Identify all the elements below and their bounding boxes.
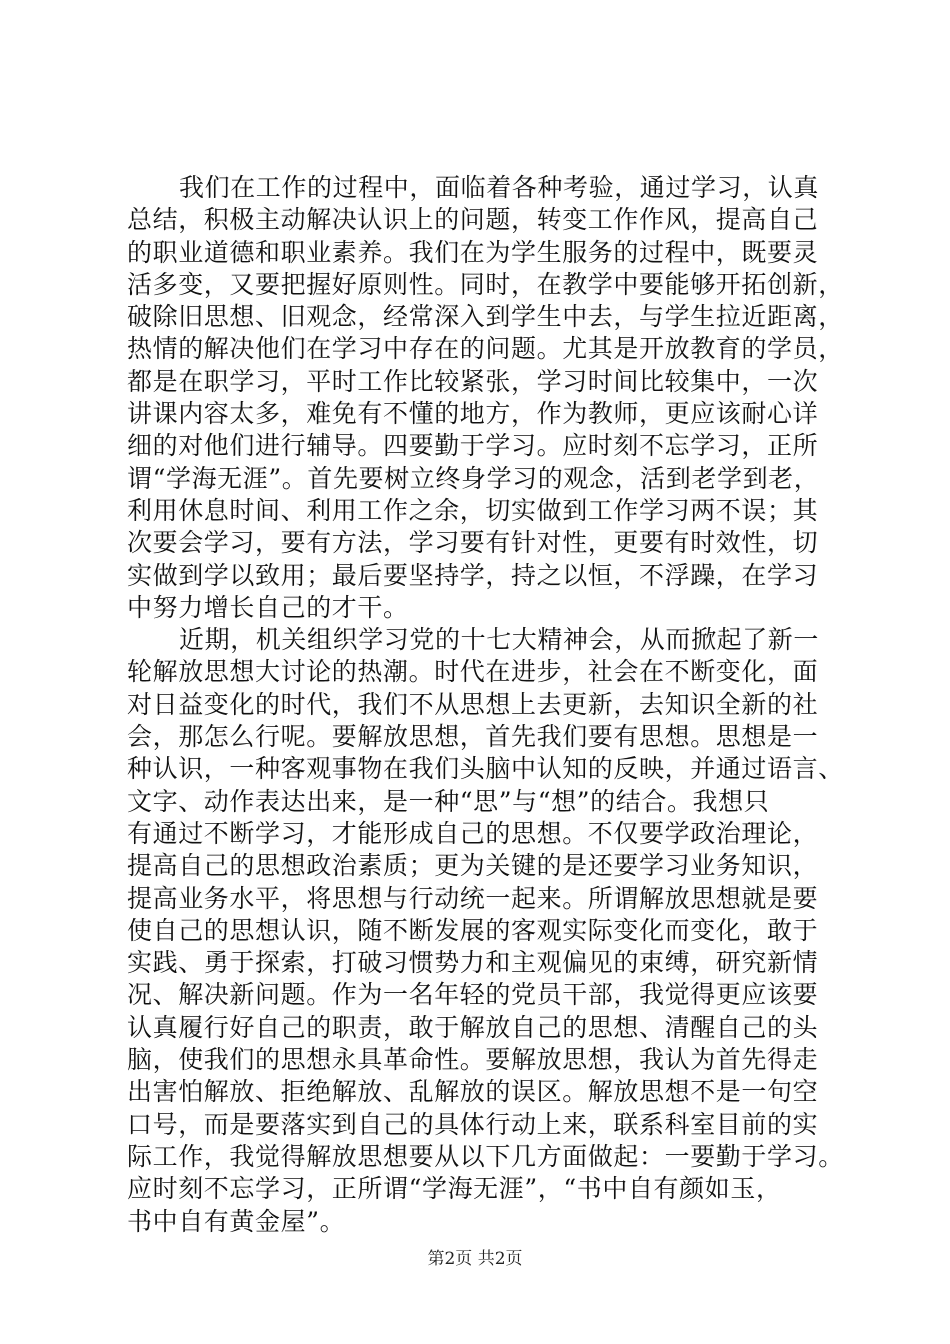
text-line: 况、解决新问题。作为一名年轻的党员干部，我觉得更应该要 <box>127 980 819 1010</box>
text-line: 际工作，我觉得解放思想要从以下几方面做起：一要勤于学习。 <box>127 1141 844 1171</box>
text-line: 细的对他们进行辅导。四要勤于学习。应时刻不忘学习，正所 <box>127 431 819 461</box>
paragraph-1 <box>127 172 844 624</box>
text-line: 出害怕解放、拒绝解放、乱解放的误区。解放思想不是一句空 <box>127 1077 819 1107</box>
text-line: 脑，使我们的思想永具革命性。要解放思想，我认为首先得走 <box>127 1045 819 1075</box>
text-line: 提高自己的思想政治素质；更为关键的是还要学习业务知识， <box>127 851 819 881</box>
text-line: 会，那怎么行呢。要解放思想，首先我们要有思想。思想是一 <box>127 722 819 752</box>
text-line: 实做到学以致用；最后要坚持学，持之以恒，不浮躁，在学习 <box>127 560 819 590</box>
text-line: 有通过不断学习，才能形成自己的思想。不仅要学政治理论， <box>127 818 819 848</box>
text-line: 对日益变化的时代，我们不从思想上去更新，去知识全新的社 <box>127 689 819 719</box>
text-line: 应时刻不忘学习，正所谓“学海无涯”，“书中自有颜如玉， <box>127 1174 782 1204</box>
text-line: 利用休息时间、利用工作之余，切实做到工作学习两不误；其 <box>127 495 819 525</box>
text-line: 我们在工作的过程中，面临着各种考验，通过学习，认真 <box>179 173 820 202</box>
text-line: 提高业务水平，将思想与行动统一起来。所谓解放思想就是要 <box>127 883 819 913</box>
text-line: 总结，积极主动解决认识上的问题，转变工作作风，提高自己 <box>127 205 819 235</box>
document-body <box>127 172 844 1238</box>
text-line: 次要会学习，要有方法，学习要有针对性，更要有时效性，切 <box>127 528 819 558</box>
text-line: 使自己的思想认识，随不断发展的客观实际变化而变化，敢于 <box>127 915 819 945</box>
page-number: 第2页 共2页 <box>427 1249 523 1269</box>
text-line: 都是在职学习，平时工作比较紧张，学习时间比较集中，一次 <box>127 366 819 396</box>
text-line: 讲课内容太多，难免有不懂的地方，作为教师，更应该耐心详 <box>127 399 819 429</box>
text-line: 文字、动作表达出来，是一种“思”与“想”的结合。我想只 <box>127 786 770 816</box>
text-line: 书中自有黄金屋”。 <box>127 1206 346 1236</box>
text-line: 口号，而是要落实到自己的具体行动上来，联系科室目前的实 <box>127 1109 819 1139</box>
text-line: 的职业道德和职业素养。我们在为学生服务的过程中，既要灵 <box>127 237 819 267</box>
text-line: 轮解放思想大讨论的热潮。时代在进步，社会在不断变化，面 <box>127 657 819 687</box>
paragraph-2 <box>127 624 844 1238</box>
text-line: 中努力增长自己的才干。 <box>127 592 409 622</box>
text-line: 种认识，一种客观事物在我们头脑中认知的反映，并通过语言、 <box>127 754 844 784</box>
text-line: 实践、勇于探索，打破习惯势力和主观偏见的束缚，研究新情 <box>127 948 819 978</box>
text-line: 破除旧思想、旧观念，经常深入到学生中去，与学生拉近距离， <box>127 302 844 332</box>
text-line: 热情的解决他们在学习中存在的问题。尤其是开放教育的学员， <box>127 334 844 364</box>
page-footer <box>0 1244 950 1269</box>
text-line: 活多变，又要把握好原则性。同时，在教学中要能够开拓创新， <box>127 269 844 299</box>
text-line: 近期，机关组织学习党的十七大精神会，从而掀起了新一 <box>179 625 820 655</box>
text-line: 认真履行好自己的职责，敢于解放自己的思想、清醒自己的头 <box>127 1012 819 1042</box>
text-line: 谓“学海无涯”。首先要树立终身学习的观念，活到老学到老， <box>127 463 820 493</box>
